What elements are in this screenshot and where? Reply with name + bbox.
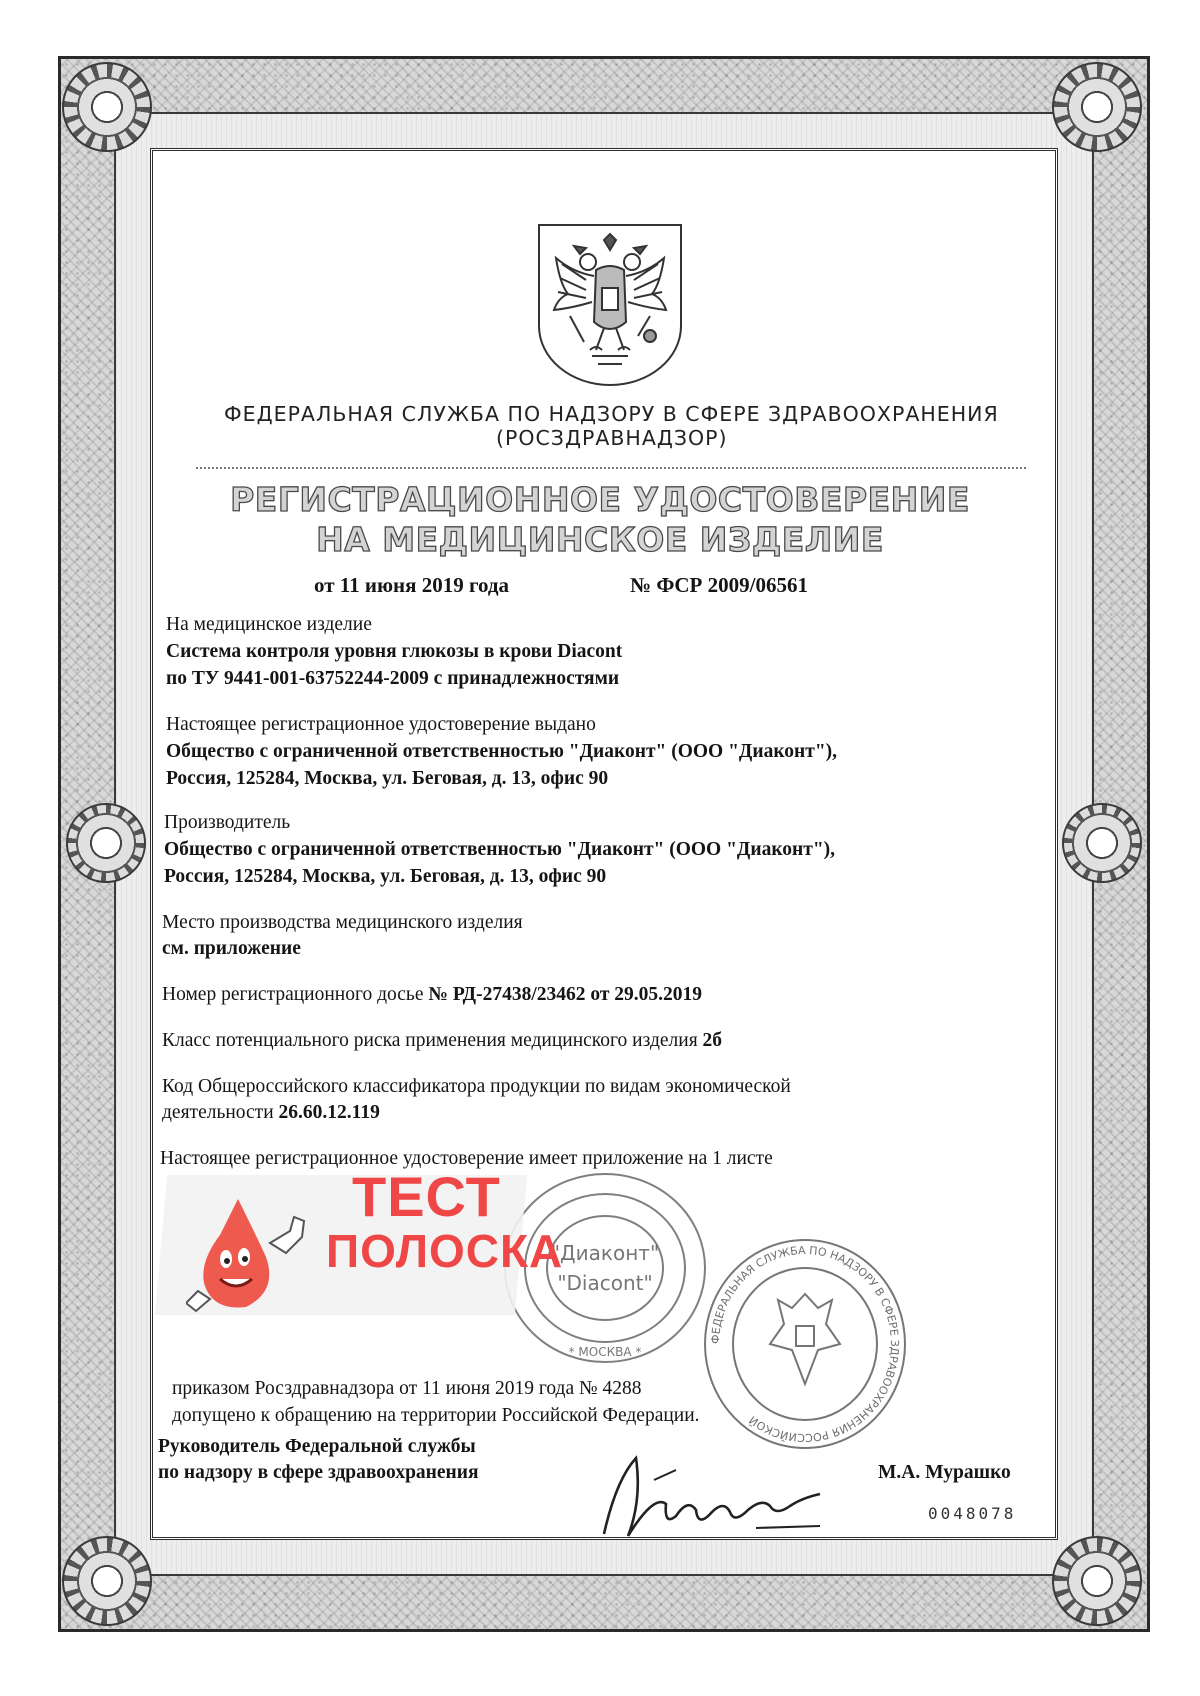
okpd-value: 26.60.12.119 [278, 1102, 380, 1123]
side-rosette-left [66, 803, 146, 883]
form-serial-number: 0048078 [928, 1504, 1017, 1523]
company-seal-city: * МОСКВА * [568, 1345, 642, 1359]
manufacturer-name: Общество с ограниченной ответственностью "Диаконт" (ООО "Диаконт"), [164, 839, 836, 860]
holder-label: Настоящее регистрационное удостоверение выдано [166, 714, 596, 735]
corner-rosette-bottom-left [62, 1536, 152, 1626]
corner-rosette-top-left [62, 62, 152, 152]
signatory-title-line1: Руководитель Федеральной службы [158, 1436, 476, 1457]
dossier-label: Номер регистрационного досье [162, 984, 424, 1005]
device-label: На медицинское изделие [166, 614, 372, 635]
holder-address: Россия, 125284, Москва, ул. Беговая, д. 13, офис 90 [166, 768, 609, 789]
state-emblem-shield [538, 224, 682, 386]
order-line1: приказом Росздравнадзора от 11 июня 2019 года № 4288 [172, 1378, 642, 1399]
risk-class-label: Класс потенциального риска применения медицинского изделия [162, 1030, 698, 1051]
production-site-label: Место производства медицинского изделия [162, 912, 523, 933]
okpd-label-cont: деятельности [162, 1102, 274, 1123]
official-seal-text: ФЕДЕРАЛЬНАЯ СЛУЖБА ПО НАДЗОРУ В СФЕРЕ ЗДРАВООХРАНЕНИЯ РОССИЙСКОЙ [708, 1243, 902, 1445]
corner-rosette-top-right [1052, 62, 1142, 152]
appendix-note: Настоящее регистрационное удостоверение имеет приложение на 1 листе [160, 1148, 773, 1169]
certificate-number: № ФСР 2009/06561 [630, 573, 808, 597]
company-seal-name-en: "Diacont" [557, 1271, 653, 1295]
watermark-logo-line1: ТЕСТ [352, 1165, 501, 1228]
agency-name: ФЕДЕРАЛЬНАЯ СЛУЖБА ПО НАДЗОРУ В СФЕРЕ ЗДРАВООХРАНЕНИЯ [224, 402, 999, 426]
okpd-label: Код Общероссийского классификатора продукции по видам экономической [162, 1076, 791, 1097]
production-site-value: см. приложение [162, 938, 301, 959]
svg-text:ФЕДЕРАЛЬНАЯ СЛУЖБА ПО НАДЗОРУ [709, 1244, 901, 1444]
company-seal-name-ru: "Диаконт" [550, 1241, 660, 1265]
issue-date: от 11 июня 2019 года [314, 573, 510, 597]
dossier-value: № РД-27438/23462 от 29.05.2019 [428, 984, 703, 1005]
manufacturer-label: Производитель [164, 812, 291, 833]
official-seal [700, 1234, 910, 1459]
holder-name: Общество с ограниченной ответственностью "Диаконт" (ООО "Диаконт"), [166, 741, 838, 762]
watermark-logo-line2: ПОЛОСКА [326, 1225, 564, 1277]
risk-class-row [162, 1030, 722, 1052]
signatory-title-line2: по надзору в сфере здравоохранения [158, 1462, 479, 1483]
header-divider [196, 467, 1026, 469]
signatory-name: М.А. Мурашко [878, 1462, 1011, 1483]
manufacturer-address: Россия, 125284, Москва, ул. Беговая, д. 13, офис 90 [164, 866, 607, 887]
order-line2: допущено к обращению на территории Российской Федерации. [172, 1405, 700, 1426]
device-name: Система контроля уровня глюкозы в крови Diacont [166, 641, 623, 662]
blood-drop-mascot-icon [186, 1195, 326, 1315]
agency-short-name: (РОСЗДРАВНАДЗОР) [496, 426, 728, 450]
document-subtitle: НА МЕДИЦИНСКОЕ ИЗДЕЛИЕ [316, 520, 884, 559]
side-rosette-right [1062, 803, 1142, 883]
dossier-row [162, 984, 702, 1006]
device-spec: по ТУ 9441-001-63752244-2009 с принадлежностями [166, 668, 620, 689]
handwritten-signature [584, 1440, 834, 1550]
okpd-row [162, 1102, 380, 1124]
corner-rosette-bottom-right [1052, 1536, 1142, 1626]
double-headed-eagle-icon [546, 232, 674, 372]
document-title: РЕГИСТРАЦИОННОЕ УДОСТОВЕРЕНИЕ [230, 480, 970, 519]
risk-class-value: 2б [702, 1030, 723, 1051]
